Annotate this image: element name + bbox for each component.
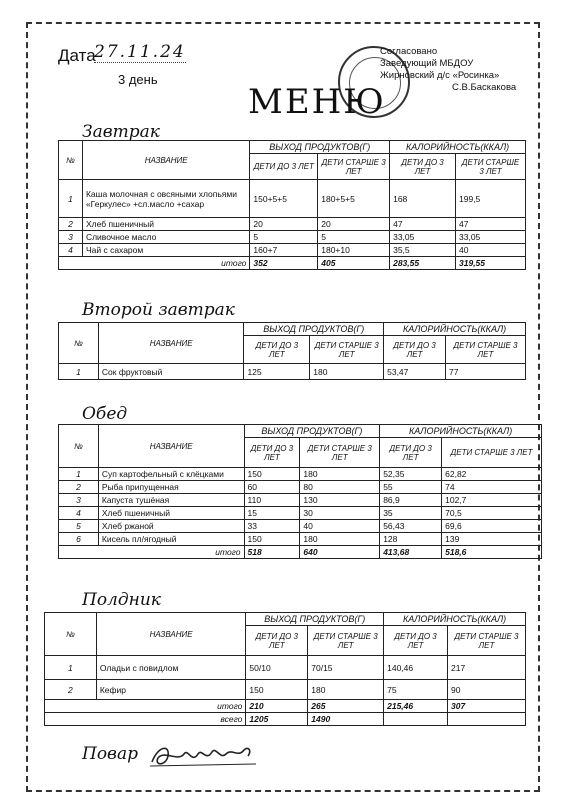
yield-over3: 180 (300, 533, 380, 546)
cal-under3: 33,05 (390, 231, 456, 244)
yield-under3: 125 (244, 364, 310, 380)
col-under3: ДЕТИ ДО 3 ЛЕТ (380, 438, 442, 468)
date-value: 27.11.24 (94, 42, 186, 62)
dish-name: Сливочное масло (82, 231, 249, 244)
col-under3: ДЕТИ ДО 3 ЛЕТ (244, 336, 310, 364)
grand-total-yield-over3: 1490 (308, 713, 384, 726)
yield-over3: 20 (318, 218, 390, 231)
section-title-second-breakfast: Второй завтрак (82, 300, 235, 320)
col-yield: ВЫХОД ПРОДУКТОВ(Г) (244, 425, 380, 438)
total-cal-over3: 518,6 (442, 546, 542, 559)
dish-name: Оладьи с повидлом (96, 656, 246, 680)
cook-signature (148, 740, 258, 770)
section-title-lunch: Обед (82, 404, 128, 424)
table-row (59, 481, 542, 494)
col-num: № (45, 613, 97, 656)
total-yield-over3: 405 (318, 257, 390, 270)
table-row (59, 494, 542, 507)
cal-under3: 56,43 (380, 520, 442, 533)
yield-under3: 33 (244, 520, 300, 533)
col-calories: КАЛОРИЙНОСТЬ(ККАЛ) (384, 323, 526, 336)
col-num: № (59, 425, 99, 468)
dish-name: Каша молочная с овсяными хлопьями «Геркулес» +сл.масло +сахар (82, 180, 249, 218)
grand-total-yield-under3: 1205 (246, 713, 308, 726)
yield-over3: 40 (300, 520, 380, 533)
cal-over3: 47 (456, 218, 526, 231)
total-yield-over3: 640 (300, 546, 380, 559)
table-row (59, 468, 542, 481)
yield-under3: 150+5+5 (250, 180, 318, 218)
row-num: 1 (59, 468, 99, 481)
col-num: № (59, 323, 99, 364)
col-over3: ДЕТИ СТАРШЕ 3 ЛЕТ (310, 336, 384, 364)
cal-under3: 55 (380, 481, 442, 494)
col-under3: ДЕТИ ДО 3 ЛЕТ (244, 438, 300, 468)
approval-line: Согласовано (380, 46, 438, 57)
dish-name: Хлеб пшеничный (82, 218, 249, 231)
row-num: 5 (59, 520, 99, 533)
cal-over3: 33,05 (456, 231, 526, 244)
row-num: 2 (59, 481, 99, 494)
row-num: 2 (45, 680, 97, 700)
row-num: 4 (59, 244, 83, 257)
dish-name: Капуста тушёная (98, 494, 244, 507)
cal-over3: 69,6 (442, 520, 542, 533)
dish-name: Чай с сахаром (82, 244, 249, 257)
yield-over3: 30 (300, 507, 380, 520)
row-num: 1 (59, 180, 83, 218)
cook-label: Повар (82, 744, 138, 764)
dish-name: Кефир (96, 680, 246, 700)
col-under3: ДЕТИ ДО 3 ЛЕТ (390, 154, 456, 180)
yield-under3: 160+7 (250, 244, 318, 257)
second-breakfast-table (58, 322, 526, 380)
yield-under3: 150 (246, 680, 308, 700)
col-yield: ВЫХОД ПРОДУКТОВ(Г) (244, 323, 384, 336)
cal-under3: 47 (390, 218, 456, 231)
col-calories: КАЛОРИЙНОСТЬ(ККАЛ) (390, 141, 526, 154)
cal-over3: 70,5 (442, 507, 542, 520)
breakfast-table (58, 140, 526, 270)
grand-total-cal-under3 (384, 713, 448, 726)
grand-total-cal-over3 (448, 713, 526, 726)
total-cal-under3: 283,55 (390, 257, 456, 270)
yield-under3: 50/10 (246, 656, 308, 680)
yield-under3: 150 (244, 468, 300, 481)
row-num: 6 (59, 533, 99, 546)
dish-name: Кисель пл/ягодный (98, 533, 244, 546)
cal-under3: 75 (384, 680, 448, 700)
yield-over3: 80 (300, 481, 380, 494)
yield-over3: 180 (310, 364, 384, 380)
total-label: итого (59, 257, 250, 270)
lunch-table (58, 424, 542, 559)
grand-total-row (45, 713, 526, 726)
table-row (45, 656, 526, 680)
yield-under3: 20 (250, 218, 318, 231)
cal-under3: 128 (380, 533, 442, 546)
total-cal-under3: 215,46 (384, 700, 448, 713)
total-label: итого (45, 700, 246, 713)
col-over3: ДЕТИ СТАРШЕ 3 ЛЕТ (446, 336, 526, 364)
total-yield-under3: 518 (244, 546, 300, 559)
col-calories: КАЛОРИЙНОСТЬ(ККАЛ) (384, 613, 526, 626)
yield-over3: 180+10 (318, 244, 390, 257)
col-over3: ДЕТИ СТАРШЕ 3 ЛЕТ (448, 626, 526, 656)
col-under3: ДЕТИ ДО 3 ЛЕТ (384, 626, 448, 656)
cal-under3: 168 (390, 180, 456, 218)
col-calories: КАЛОРИЙНОСТЬ(ККАЛ) (380, 425, 542, 438)
col-name: НАЗВАНИЕ (98, 323, 244, 364)
col-num: № (59, 141, 83, 180)
col-over3: ДЕТИ СТАРШЕ 3 ЛЕТ (442, 438, 542, 468)
col-over3: ДЕТИ СТАРШЕ 3 ЛЕТ (300, 438, 380, 468)
yield-under3: 5 (250, 231, 318, 244)
col-under3: ДЕТИ ДО 3 ЛЕТ (250, 154, 318, 180)
yield-under3: 110 (244, 494, 300, 507)
cal-over3: 139 (442, 533, 542, 546)
col-under3: ДЕТИ ДО 3 ЛЕТ (246, 626, 308, 656)
cal-under3: 86,9 (380, 494, 442, 507)
cal-under3: 35 (380, 507, 442, 520)
col-name: НАЗВАНИЕ (98, 425, 244, 468)
section-title-snack: Полдник (82, 590, 161, 610)
day-number: 3 день (118, 72, 158, 87)
date-label: Дата (58, 46, 96, 65)
yield-over3: 130 (300, 494, 380, 507)
dish-name: Хлеб пшеничный (98, 507, 244, 520)
row-num: 3 (59, 494, 99, 507)
total-row (45, 700, 526, 713)
row-num: 1 (59, 364, 99, 380)
cal-over3: 217 (448, 656, 526, 680)
grand-total-label: всего (45, 713, 246, 726)
approval-block (380, 46, 516, 94)
page-title: МЕНЮ (248, 82, 386, 122)
cal-over3: 90 (448, 680, 526, 700)
approval-line: Заведующий МБДОУ (380, 58, 474, 69)
total-yield-under3: 210 (246, 700, 308, 713)
yield-over3: 70/15 (308, 656, 384, 680)
yield-over3: 180 (300, 468, 380, 481)
yield-under3: 60 (244, 481, 300, 494)
total-row (59, 257, 526, 270)
cal-under3: 52,35 (380, 468, 442, 481)
col-over3: ДЕТИ СТАРШЕ 3 ЛЕТ (456, 154, 526, 180)
yield-over3: 180+5+5 (318, 180, 390, 218)
table-row (59, 231, 526, 244)
approval-line: Жирновский д/с «Росинка» (380, 70, 500, 81)
total-cal-under3: 413,68 (380, 546, 442, 559)
table-row (59, 244, 526, 257)
dish-name: Суп картофельный с клёцками (98, 468, 244, 481)
total-yield-over3: 265 (308, 700, 384, 713)
total-label: итого (59, 546, 245, 559)
dish-name: Рыба припущенная (98, 481, 244, 494)
cal-under3: 35,5 (390, 244, 456, 257)
col-over3: ДЕТИ СТАРШЕ 3 ЛЕТ (308, 626, 384, 656)
row-num: 2 (59, 218, 83, 231)
table-row (59, 507, 542, 520)
table-row (59, 364, 526, 380)
yield-over3: 180 (308, 680, 384, 700)
approval-line: С.В.Баскакова (452, 82, 517, 93)
cal-over3: 199,5 (456, 180, 526, 218)
yield-under3: 15 (244, 507, 300, 520)
row-num: 1 (45, 656, 97, 680)
yield-over3: 5 (318, 231, 390, 244)
cal-over3: 77 (446, 364, 526, 380)
table-row (59, 520, 542, 533)
row-num: 4 (59, 507, 99, 520)
cal-over3: 62,82 (442, 468, 542, 481)
section-title-breakfast: Завтрак (82, 122, 160, 142)
col-yield: ВЫХОД ПРОДУКТОВ(Г) (250, 141, 390, 154)
col-name: НАЗВАНИЕ (82, 141, 249, 180)
table-row (59, 533, 542, 546)
table-row (59, 218, 526, 231)
cal-over3: 102,7 (442, 494, 542, 507)
total-cal-over3: 319,55 (456, 257, 526, 270)
table-row (45, 680, 526, 700)
snack-table (44, 612, 526, 726)
cal-under3: 140,46 (384, 656, 448, 680)
dish-name: Сок фруктовый (98, 364, 244, 380)
col-over3: ДЕТИ СТАРШЕ 3 ЛЕТ (318, 154, 390, 180)
dish-name: Хлеб ржаной (98, 520, 244, 533)
col-under3: ДЕТИ ДО 3 ЛЕТ (384, 336, 446, 364)
total-cal-over3: 307 (448, 700, 526, 713)
cal-over3: 74 (442, 481, 542, 494)
total-row (59, 546, 542, 559)
total-yield-under3: 352 (250, 257, 318, 270)
row-num: 3 (59, 231, 83, 244)
col-yield: ВЫХОД ПРОДУКТОВ(Г) (246, 613, 384, 626)
col-name: НАЗВАНИЕ (96, 613, 246, 656)
cal-over3: 40 (456, 244, 526, 257)
cal-under3: 53,47 (384, 364, 446, 380)
yield-under3: 150 (244, 533, 300, 546)
table-row (59, 180, 526, 218)
